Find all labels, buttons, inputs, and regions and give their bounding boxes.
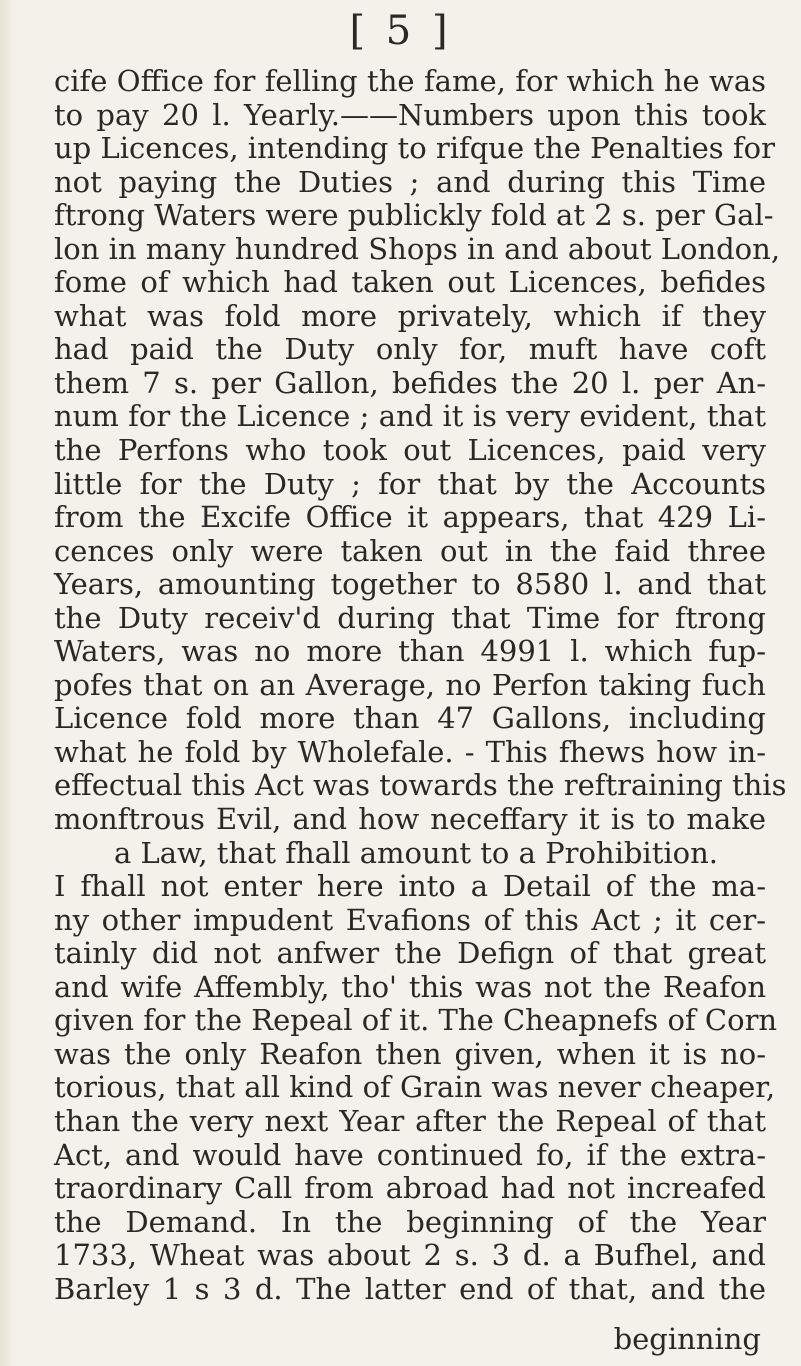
text-line: fome of which had taken out Licences, befides <box>54 265 766 300</box>
text-line: Waters, was no more than 4991 l. which fup- <box>54 634 766 669</box>
text-line: them 7 s. per Gallon, befides the 20 l. per An- <box>54 365 766 400</box>
text-line: monftrous Evil, and how neceffary it is to make <box>54 802 766 837</box>
text-line: not paying the Duties ; and during this Time <box>54 164 766 199</box>
text-line: traordinary Call from abroad had not increafed <box>54 1171 766 1206</box>
text-line: cife Office for felling the fame, for which he was <box>54 64 766 98</box>
text-line: ny other impudent Evafions of this Act ; it cer- <box>54 902 766 937</box>
text-line: torious, that all kind of Grain was never cheaper, <box>54 1070 776 1105</box>
text-line: a Law, that fhall amount to a Prohibition. <box>113 835 718 870</box>
text-line: lon in many hundred Shops in and about London, <box>54 231 781 266</box>
text-line: to pay 20 l. Yearly.——Numbers upon this took <box>54 97 766 132</box>
text-line: up Licences, intending to rifque the Penalties for <box>54 131 775 166</box>
page-edge-shadow <box>0 0 14 1366</box>
text-line: the Perfons who took out Licences, paid very <box>54 433 766 468</box>
text-line: the Duty receiv'd during that Time for ftrong <box>54 600 766 635</box>
text-line: than the very next Year after the Repeal of that <box>54 1103 766 1138</box>
text-line: Barley 1 s 3 d. The latter end of that, and the <box>54 1271 766 1306</box>
text-line: little for the Duty ; for that by the Accounts <box>54 466 766 501</box>
text-line: Years, amounting together to 8580 l. and that <box>54 567 766 602</box>
text-line: and wife Affembly, tho' this was not the Reafon <box>54 969 766 1004</box>
text-line: 1733, Wheat was about 2 s. 3 d. a Bufhel, and <box>54 1238 766 1273</box>
text-line: Act, and would have continued fo, if the extra- <box>54 1137 766 1172</box>
text-line: cences only were taken out in the faid three <box>54 533 766 568</box>
text-line: what he fold by Wholefale. - This fhews how in- <box>54 734 766 769</box>
text-line: what was fold more privately, which if they <box>54 298 766 333</box>
text-line: effectual this Act was towards the reftraining this <box>54 768 787 803</box>
text-line: had paid the Duty only for, muft have coft <box>54 332 766 367</box>
text-line: was the only Reafon then given, when it is no- <box>54 1036 766 1071</box>
text-line: ftrong Waters were publickly fold at 2 s. per Gal- <box>54 198 774 233</box>
text-line: tainly did not anfwer the Defign of that great <box>54 936 766 971</box>
text-line: pofes that on an Average, no Perfon taking fuch <box>54 667 766 702</box>
text-line: given for the Repeal of it. The Cheapnefs of Corn <box>54 1003 778 1038</box>
catchword: beginning <box>613 1322 761 1356</box>
text-line: I fhall not enter here into a Detail of the ma- <box>54 869 766 904</box>
body-text <box>54 64 787 1306</box>
text-line: the Demand. In the beginning of the Year <box>54 1204 766 1239</box>
page-number-header: [ 5 ] <box>349 8 452 54</box>
text-line: num for the Licence ; and it is very evident, that <box>54 399 766 434</box>
text-line: Licence fold more than 47 Gallons, including <box>54 701 766 736</box>
text-line: from the Excife Office it appears, that 429 Li- <box>54 500 766 535</box>
